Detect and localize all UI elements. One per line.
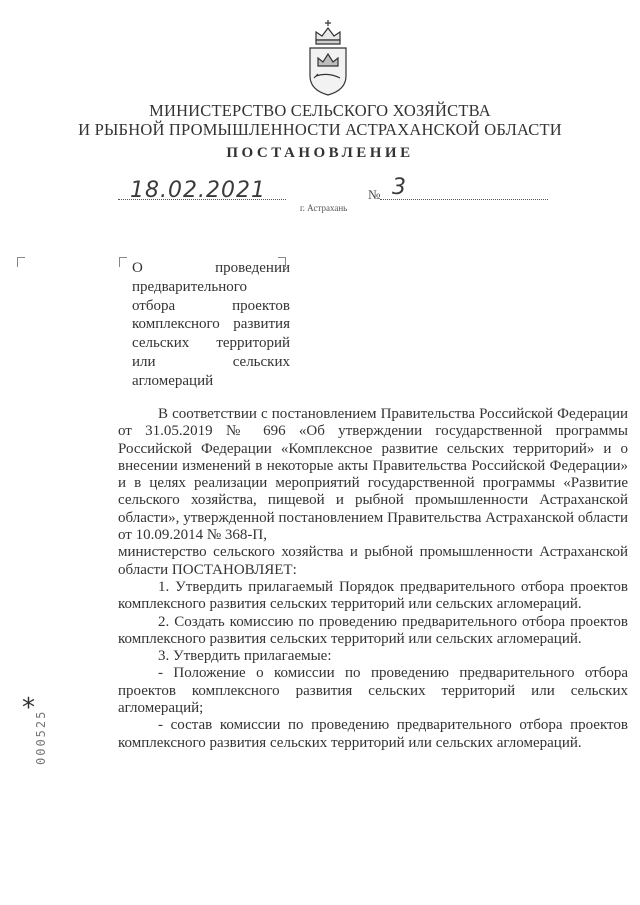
document-date: 18.02.2021: [130, 178, 266, 203]
list-item-3b: - состав комиссии по проведению предварительного отбора проектов комплексного развития сельских территорий или сельских агломераций.: [118, 717, 628, 751]
paragraph-preamble: В соответствии с постановлением Правительства Российской Федерации от 31.05.2019 № 696 «Об утверждении государственной программы Российской Федерации «Комплексное развитие сельских территорий» и о внесении изменений в некоторые акты Правительства Российской Федерации» и в целях реализации мероприятий государственной программы «Развитие сельского хозяйства, пищевой и рыбной промышленности Астраханской области», утвержденной постановлением Правительства Астраханской области от 10.09.2014 № 368-П,: [118, 406, 628, 544]
margin-bracket-left: [17, 257, 25, 267]
document-body: [118, 406, 628, 752]
list-item-1: 1. Утвердить прилагаемый Порядок предварительного отбора проектов комплексного развития сельских территорий или сельских агломераций.: [118, 578, 628, 613]
margin-serial-number: 000525: [34, 709, 48, 765]
document-subject: О проведении предварительного отбора проектов комплексного развития сельских территорий или сельских агломераций: [132, 260, 290, 389]
document-type: ПОСТАНОВЛЕНИЕ: [226, 145, 414, 161]
ministry-title: [60, 101, 580, 139]
paragraph-resolution: министерство сельского хозяйства и рыбной промышленности Астраханской области ПОСТАНОВЛЯЕТ:: [118, 544, 628, 578]
ministry-title-line-1: МИНИСТЕРСТВО СЕЛЬСКОГО ХОЗЯЙСТВА: [149, 101, 491, 120]
date-underline: [118, 199, 286, 200]
list-item-3: 3. Утвердить прилагаемые:: [158, 648, 332, 665]
subject-bracket-left: [119, 257, 127, 267]
number-sign: №: [368, 187, 381, 202]
document-number: 3: [392, 175, 406, 200]
margin-star: *: [22, 693, 35, 723]
document-city: г. Астрахань: [300, 203, 348, 213]
astrakhan-coat-of-arms-icon: [302, 18, 354, 98]
list-item-2: 2. Создать комиссию по проведению предварительного отбора проектов комплексного развития сельских территорий или сельских агломераций.: [118, 613, 628, 647]
number-underline: [380, 199, 548, 200]
list-item-3a: - Положение о комиссии по проведению предварительного отбора проектов комплексного развития сельских территорий или сельских агломераций;: [118, 665, 628, 717]
ministry-title-line-2: И РЫБНОЙ ПРОМЫШЛЕННОСТИ АСТРАХАНСКОЙ ОБЛАСТИ: [78, 120, 562, 139]
